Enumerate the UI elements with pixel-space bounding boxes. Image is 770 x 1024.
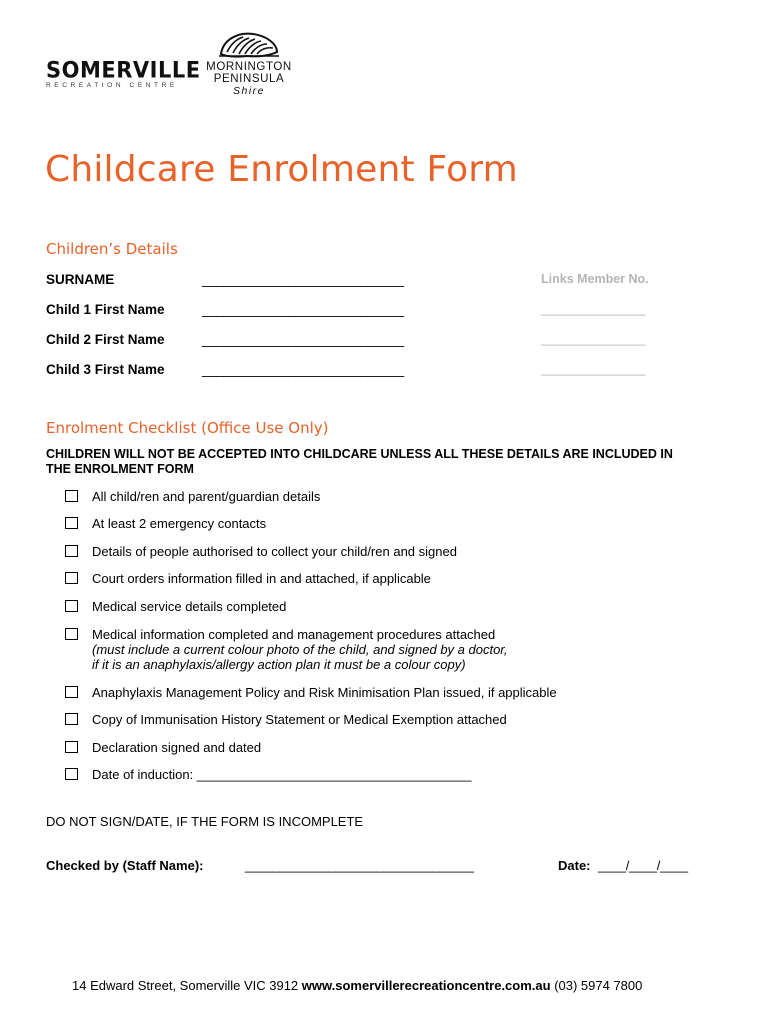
checklist-item bbox=[65, 627, 705, 675]
checkbox[interactable] bbox=[65, 600, 78, 612]
checklist-heading: Enrolment Checklist (Office Use Only) bbox=[46, 419, 329, 437]
child1-first-name-label: Child 1 First Name bbox=[46, 302, 165, 317]
checklist-item-text: All child/ren and parent/guardian details bbox=[92, 489, 321, 504]
checkbox[interactable] bbox=[65, 768, 78, 780]
links-member-label: Links Member No. bbox=[541, 272, 649, 286]
child3-member-field[interactable]: _______________ bbox=[541, 362, 646, 376]
somerville-logo-name: SOMERVILLE bbox=[46, 57, 201, 83]
form-title: Childcare Enrolment Form bbox=[45, 149, 518, 190]
childrens-details-heading: Children’s Details bbox=[46, 240, 178, 258]
somerville-logo bbox=[46, 57, 201, 89]
child3-first-name-label: Child 3 First Name bbox=[46, 362, 165, 377]
child1-member-field[interactable]: _______________ bbox=[541, 302, 646, 316]
checklist-item-text: Medical information completed and management procedures attached bbox=[92, 627, 496, 642]
checkbox[interactable] bbox=[65, 628, 78, 640]
checklist-item-text: Anaphylaxis Management Policy and Risk Minimisation Plan issued, if applicable bbox=[92, 685, 557, 700]
checkbox[interactable] bbox=[65, 490, 78, 502]
surname-label: SURNAME bbox=[46, 272, 115, 287]
date-label: Date: bbox=[558, 858, 591, 873]
checklist-item-note: (must include a current colour photo of the child, and signed by a doctor, bbox=[92, 642, 508, 657]
footer-website-link[interactable]: www.somervillerecreationcentre.com.au bbox=[301, 978, 551, 993]
checkbox[interactable] bbox=[65, 741, 78, 753]
child2-row bbox=[46, 332, 706, 350]
checklist-item-text: Details of people authorised to collect your child/ren and signed bbox=[92, 544, 457, 559]
surname-row bbox=[46, 272, 706, 290]
checklist-item-text: Declaration signed and dated bbox=[92, 740, 262, 755]
checkbox[interactable] bbox=[65, 572, 78, 584]
do-not-sign-notice: DO NOT SIGN/DATE, IF THE FORM IS INCOMPLETE bbox=[46, 814, 364, 829]
checkbox[interactable] bbox=[65, 545, 78, 557]
child3-first-name-field[interactable]: ____________________________ bbox=[202, 362, 404, 377]
footer-phone: (03) 5974 7800 bbox=[550, 978, 643, 993]
date-field[interactable]: ____/____/____ bbox=[598, 858, 688, 873]
child1-row bbox=[46, 302, 706, 320]
checklist-item-note: if it is an anaphylaxis/allergy action plan it must be a colour copy) bbox=[92, 657, 466, 672]
mornington-peninsula-logo bbox=[194, 30, 304, 97]
surname-field[interactable]: ____________________________ bbox=[202, 272, 404, 287]
child3-row bbox=[46, 362, 706, 380]
checklist-item-text: Court orders information filled in and attached, if applicable bbox=[92, 571, 431, 586]
child2-member-field[interactable]: _______________ bbox=[541, 332, 646, 346]
checklist-item-text: At least 2 emergency contacts bbox=[92, 516, 267, 531]
checked-by-field[interactable]: _________________________________ bbox=[245, 858, 474, 873]
shell-emblem-icon bbox=[217, 30, 281, 60]
checklist-item-text: Copy of Immunisation History Statement or Medical Exemption attached bbox=[92, 712, 507, 727]
child2-first-name-field[interactable]: ____________________________ bbox=[202, 332, 404, 347]
footer-address: 14 Edward Street, Somerville VIC 3912 bbox=[72, 978, 302, 993]
checkbox[interactable] bbox=[65, 713, 78, 725]
checkbox[interactable] bbox=[65, 686, 78, 698]
footer bbox=[72, 978, 642, 993]
checklist-item-text: Medical service details completed bbox=[92, 599, 287, 614]
somerville-logo-subtitle: RECREATION CENTRE bbox=[46, 82, 178, 89]
checked-by-label: Checked by (Staff Name): bbox=[46, 858, 204, 873]
child1-first-name-field[interactable]: ____________________________ bbox=[202, 302, 404, 317]
checkbox[interactable] bbox=[65, 517, 78, 529]
date-of-induction-field[interactable]: Date of induction: ______________________________________ bbox=[92, 767, 472, 782]
child2-first-name-label: Child 2 First Name bbox=[46, 332, 165, 347]
mornington-logo-line3: Shire bbox=[232, 85, 265, 97]
mornington-logo-line1: MORNINGTON bbox=[206, 61, 292, 73]
mornington-logo-line2: PENINSULA bbox=[213, 73, 285, 85]
checklist-warning: CHILDREN WILL NOT BE ACCEPTED INTO CHILDCARE UNLESS ALL THESE DETAILS ARE INCLUDED IN THE ENROLMENT FORM bbox=[46, 447, 673, 476]
